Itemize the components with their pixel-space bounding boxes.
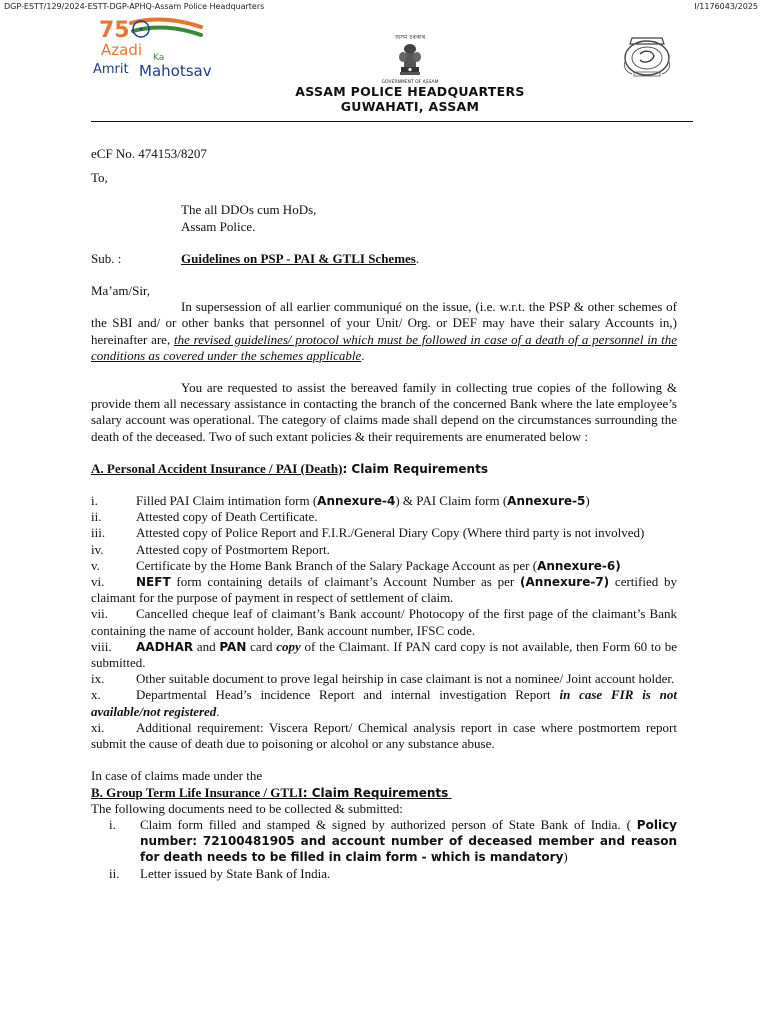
assam-police-emblem: [612, 30, 682, 78]
section-b-intro: In case of claims made under the: [91, 768, 263, 784]
paragraph-supersession: In supersession of all earlier communiqué on the issue, (i.e. w.r.t. the PSP & other schemes of the SBI and/ or other banks that personnel of your Unit/ Org. or DEF may have their salary Accounts in,) hereinafter are, the revised guidelines/ protocol which must be followed in case of a death of a personnel in the conditions as covered under the schemes applicable.: [91, 299, 677, 363]
list-item: ii. Letter issued by State Bank of India.: [109, 865, 331, 881]
list-item: xi. Additional requirement: Viscera Report/ Chemical analysis report in case where postmortem report submit the cause of death due to poisoning or alcohol or any substance abuse.: [91, 719, 677, 752]
emblem-top-text: অসম চৰকাৰ: [394, 34, 426, 41]
logo-azadi: Azadi: [101, 41, 143, 59]
section-b-lead: The following documents need to be collected & submitted:: [91, 800, 403, 816]
assam-police-emblem-icon: [612, 30, 682, 78]
azadi-ka-amrit-mahotsav-logo: [93, 15, 233, 79]
logo-mahotsav: Mahotsav: [139, 62, 212, 79]
subject-text: Guidelines on PSP - PAI & GTLI Schemes: [181, 250, 416, 266]
office-city: GUWAHATI, ASSAM: [340, 99, 480, 114]
logo-ka: Ka: [153, 53, 165, 63]
section-a-list: [91, 493, 677, 752]
list-item: i. Claim form filled and stamped & signed by authorized person of State Bank of India. ( Policy number: 72100481905 and account number of deceased member and reason for death needs to be filled in claim form - which is mandatory): [109, 816, 677, 865]
section-a-suffix: : Claim Requirements: [342, 461, 488, 476]
addressee-line-1: The all DDOs cum HoDs,: [181, 202, 317, 218]
section-b-title: B. Group Term Life Insurance / GTLI: [91, 784, 303, 800]
list-item: v. Certificate by the Home Bank Branch of the Salary Package Account as per (Annexure-6): [91, 557, 621, 573]
list-item: ix. Other suitable document to prove legal heirship in case claimant is not a nominee/ Joint account holder.: [91, 671, 675, 687]
addressee-line-2: Assam Police.: [181, 218, 256, 234]
subject-label: Sub. :: [91, 250, 122, 266]
paragraph-assist: You are requested to assist the bereaved family in collecting true copies of the following & provide them all necessary assistance in contacting the branch of the concerned Bank where the late employee’s salary account was operational. The category of claims made shall depend on the circumstances surrounding the death of the deceased. Two of such extant policies & their requirements are enumerated below :: [91, 380, 677, 444]
reference-number: eCF No. 474153/8207: [91, 146, 207, 161]
list-item: iv. Attested copy of Postmortem Report.: [91, 541, 330, 557]
list-item: vii. Cancelled cheque leaf of claimant’s Bank account/ Photocopy of the first page of the claimant’s Bank containing the name of account holder, Bank account number, IFSC code.: [91, 606, 677, 638]
list-item: iii. Attested copy of Police Report and F.I.R./General Diary Copy (Where third party is not involved): [91, 525, 645, 541]
header-divider: [91, 121, 693, 122]
list-item: viii. AADHAR and PAN card copy of the Claimant. If PAN card copy is not available, then Form 60 to be submitted.: [91, 638, 677, 671]
section-b-list: [91, 817, 677, 882]
amrit-mahotsav-graphic: [93, 15, 233, 79]
government-of-assam-emblem: [376, 33, 444, 85]
national-emblem-icon: [376, 33, 444, 85]
logo-number: 75: [99, 18, 130, 43]
document-header-strip: [4, 2, 758, 11]
para1-emphasis: the revised guidelines/ protocol which must be followed in case of a death of a personnel in the conditions as covered under the schemes applicable: [91, 331, 677, 363]
subject-line: Sub. : Guidelines on PSP - PAI & GTLI Schemes.: [91, 250, 420, 266]
list-item: ii. Attested copy of Death Certificate.: [91, 509, 318, 525]
document-number: I/1176043/2025: [694, 2, 758, 11]
office-name: ASSAM POLICE HEADQUARTERS: [295, 84, 525, 99]
section-a-heading: [91, 461, 677, 477]
list-item: x. Departmental Head’s incidence Report and internal investigation Report in case FIR is not available/not registered.: [91, 687, 678, 719]
logo-amrit: Amrit: [93, 62, 129, 77]
file-reference: DGP-ESTT/129/2024-ESTT-DGP-APHQ-Assam Police Headquarters: [4, 2, 265, 11]
list-item: i. Filled PAI Claim intimation form (Annexure-4) & PAI Claim form (Annexure-5): [91, 493, 590, 509]
to-label: To,: [91, 170, 108, 186]
letter-body: [91, 138, 677, 882]
office-heading: [0, 84, 768, 114]
section-a-title: A. Personal Accident Insurance / PAI (Death): [91, 460, 343, 476]
salutation: Ma’am/Sir,: [91, 283, 151, 299]
section-b-heading: [91, 785, 677, 801]
section-b-suffix: : Claim Requirements: [302, 785, 449, 800]
emblem-bottom-text: GOVERNMENT OF ASSAM: [381, 80, 439, 85]
para1-text: In supersession of all earlier communiqué on the issue, (i.e. w.r.t. the PSP & other schemes of the SBI and/ or other banks that personnel of your Unit/ Org. or DEF may have their salary Accounts in,) hereinafter are,: [91, 299, 677, 347]
list-item: vi. NEFT form containing details of claimant’s Account Number as per (Annexure-7) certified by claimant for the purpose of payment in respect of settlement of claim.: [91, 574, 677, 606]
